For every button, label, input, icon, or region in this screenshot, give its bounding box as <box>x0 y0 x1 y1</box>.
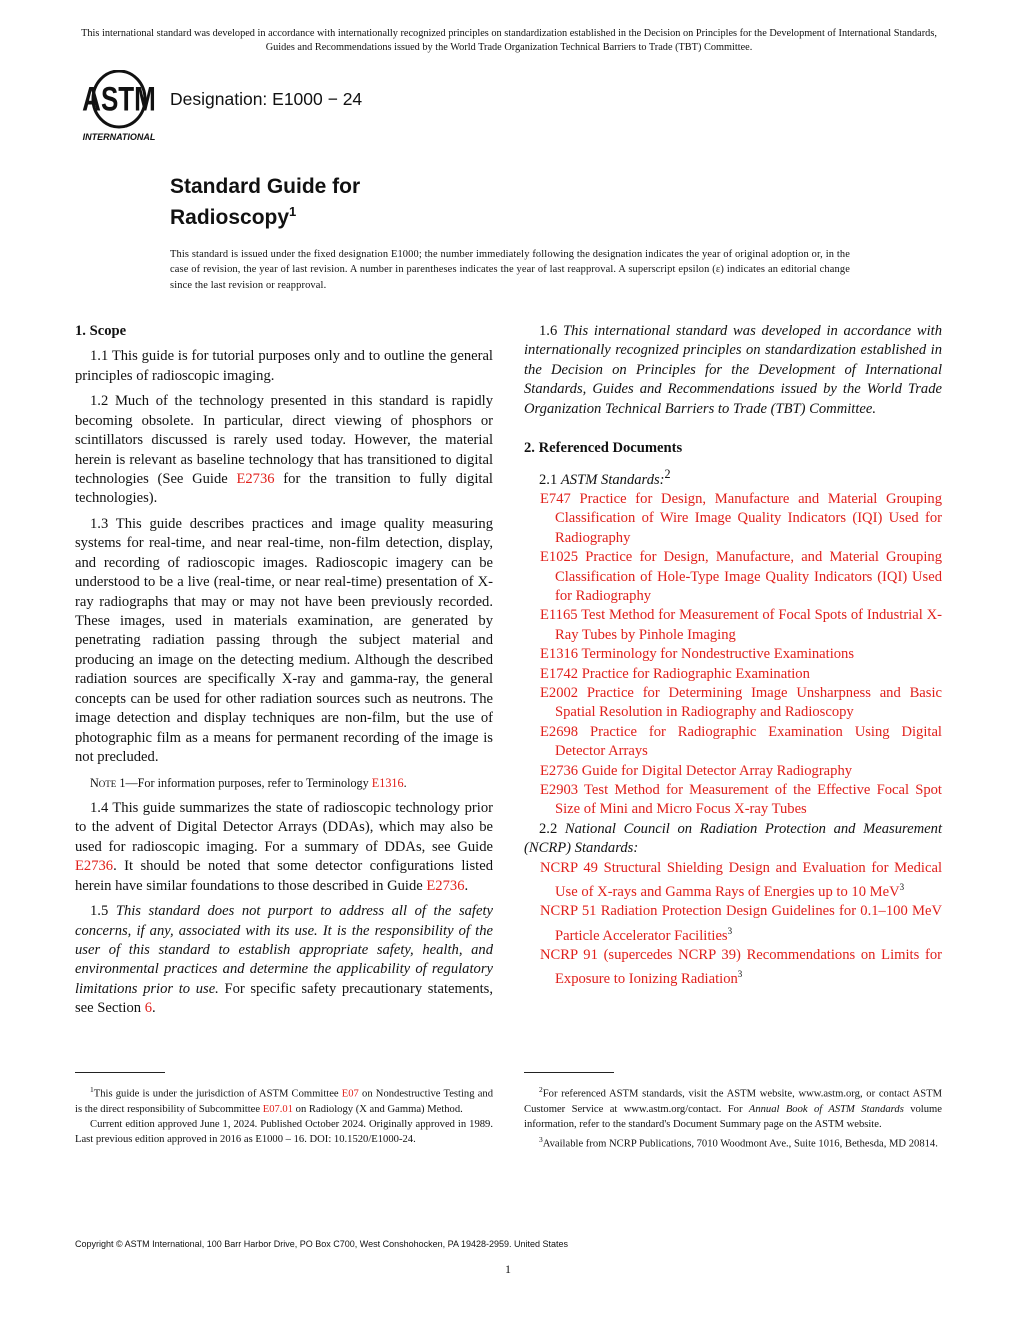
standard-link[interactable]: E07 <box>341 1088 359 1100</box>
subsection-heading <box>524 465 942 490</box>
astm-logo <box>78 70 160 142</box>
text-segment: E2903 Test Method for Measurement of the Effective Focal Spot Size of Mini and Micro Focus X-ray Tubes <box>540 781 942 818</box>
text-segment: ASTM Standards: <box>560 471 665 488</box>
text-segment: NCRP 49 Structural Shielding Design and Evaluation for Medical Use of X-rays and Gamma Rays of Energies up to 10 MeV <box>540 859 942 900</box>
page-number: 1 <box>505 1262 511 1276</box>
footnote <box>75 1082 493 1117</box>
text-segment: 1.2 Much of the technology presented in this standard is rapidly becoming obsolete. In particular, direct viewing of phosphors or scintillators discussed is rarely used today. However, the material herein is relevant as baseline technology that has transitioned to digital technologies (See Guide <box>75 393 493 488</box>
text-segment: E2698 Practice for Radiographic Examination Using Digital Detector Arrays <box>540 723 942 760</box>
footnote <box>524 1082 942 1132</box>
right-column <box>524 322 942 990</box>
subsection-heading <box>524 820 942 859</box>
text-segment: for the transition to fully digital technologies). <box>75 471 493 507</box>
text-segment: . <box>464 877 469 894</box>
footnote-ref: 3 <box>539 1134 543 1144</box>
svg-text:ASTM: ASTM <box>82 81 156 119</box>
standard-link[interactable]: E2736 <box>236 471 275 488</box>
footnote-ref: 3 <box>899 882 905 893</box>
footnote <box>75 1117 493 1147</box>
text-segment: E2002 Practice for Determining Image Unsharpness and Basic Spatial Resolution in Radiography and Radioscopy <box>540 684 942 721</box>
title-line-1: Standard Guide for <box>170 175 361 198</box>
reference-item[interactable] <box>524 859 942 903</box>
footnote-ref: 2 <box>664 466 671 481</box>
text-segment: on Radiology (X and Gamma) Method. <box>293 1103 463 1115</box>
paragraph <box>524 322 942 419</box>
text-segment: 1.5 <box>90 903 116 920</box>
issuance-statement: This standard is issued under the fixed designation E1000; the number immediately following the designation indicates the year of original adoption or, in the case of revision, the year of last revision. A number in parentheses indicates the year of last reapproval. A superscript epsilon (ε) indicates an editorial change since the last revision or reapproval. <box>170 249 850 291</box>
text-segment: 1.3 This guide describes practices and image quality measuring systems for real-time, and near real-time, non-film detection, display, and recording of radioscopic images. Radioscopic imagery can be understood to be a live (real-time, or near real-time) presentation of X-ray radiographs that may or may not have been previously recorded. These images, used in materials examination, are generated by penetrating radiation passing through the subject material and producing an image on the detecting medium. Although the described radiation sources are specifically X-ray and gamma-ray, the general concepts can be used for other radiation sources such as neutrons. The image detection and display techniques are non-film, but the use of photographic film as a means for permanent recording of the image is not precluded. <box>75 516 493 765</box>
footnote <box>524 1132 942 1152</box>
section-heading <box>75 322 493 341</box>
footnote-ref: 3 <box>737 969 743 980</box>
paragraph <box>75 347 493 386</box>
paragraph <box>75 902 493 1018</box>
text-segment: Available from NCRP Publications, 7010 Woodmont Ave., Suite 1016, Bethesda, MD 20814. <box>542 1138 938 1150</box>
svg-text:INTERNATIONAL: INTERNATIONAL <box>82 132 156 142</box>
title-footnote-ref: 1 <box>289 204 297 219</box>
text-segment: E1316 Terminology for Nondestructive Examinations <box>540 646 855 663</box>
standard-link[interactable]: E07.01 <box>262 1103 294 1115</box>
text-segment: . It should be noted that some detector configurations listed herein have similar foundations to those described in Guide <box>75 858 493 894</box>
text-segment: . <box>152 1000 156 1017</box>
footnote-ref: 1 <box>90 1085 94 1094</box>
text-segment: 1.1 This guide is for tutorial purposes only and to outline the general principles of radioscopic imaging. <box>75 348 493 384</box>
left-column <box>75 322 493 1025</box>
text-segment: E2736 Guide for Digital Detector Array Radiography <box>540 762 853 779</box>
standard-link[interactable]: 6 <box>144 1000 153 1017</box>
standard-link[interactable]: E2736 <box>75 858 114 875</box>
footnotes-right <box>524 1082 942 1151</box>
note <box>75 774 493 793</box>
paragraph <box>75 392 493 508</box>
reference-item[interactable] <box>524 946 942 990</box>
copyright: Copyright © ASTM International, 100 Barr Harbor Drive, PO Box C700, West Conshohocken, PA 19428-2959. United States <box>75 1239 569 1249</box>
reference-item[interactable] <box>524 762 942 781</box>
text-segment: NCRP 91 (supercedes NCRP 39) Recommendations on Limits for Exposure to Ionizing Radiation <box>540 946 942 988</box>
text-segment: National Council on Radiation Protection and Measurement (NCRP) Standards: <box>524 820 943 857</box>
text-segment: 2.2 <box>539 820 565 837</box>
reference-item[interactable] <box>524 684 942 723</box>
text-segment: E747 Practice for Design, Manufacture and Material Grouping Classification of Wire Image Quality Indicators (IQI) Used for Radiography <box>540 490 942 546</box>
text-segment: This guide is under the jurisdiction of ASTM Committee <box>93 1088 342 1100</box>
reference-item[interactable] <box>524 665 942 684</box>
text-segment: Current edition approved June 1, 2024. Published October 2024. Originally approved in 1989. Last previous edition approved in 2016 as E1000 – 16. DOI: 10.1520/E1000-24. <box>75 1118 493 1145</box>
standard-link[interactable]: E2736 <box>426 877 465 894</box>
text-segment: 1.4 This guide summarizes the state of radioscopic technology prior to the advent of Digital Detector Arrays (DDAs), which may also be used for radioscopic imaging. For a summary of DDAs, see Guide <box>75 799 493 855</box>
text-segment: —For information purposes, refer to Terminology <box>125 775 372 790</box>
designation: Designation: E1000 − 24 <box>170 89 363 109</box>
text-segment: 1. Scope <box>75 323 127 339</box>
section-heading <box>524 439 942 458</box>
reference-item[interactable] <box>524 902 942 946</box>
text-segment: 2.1 <box>539 471 561 488</box>
text-segment: volume information, refer to the standard's Document Summary page on the ASTM website. <box>524 1103 942 1130</box>
page-title <box>170 174 360 230</box>
reference-item[interactable] <box>524 490 942 548</box>
text-segment: Annual Book of ASTM Standards <box>748 1103 904 1115</box>
reference-item[interactable] <box>524 723 942 762</box>
text-segment: This standard does not purport to address all of the safety concerns, if any, associated with its use. It is the responsibility of the user of this standard to establish appropriate safety, health, and environmental practices and determine the applicability of regulatory limitations prior to use. <box>75 903 493 997</box>
text-segment: 1.6 <box>539 323 564 339</box>
reference-item[interactable] <box>524 645 942 664</box>
footnote-divider <box>75 1072 165 1073</box>
wto-notice: This international standard was developed in accordance with internationally recognized principles on standardization established in the Decision on Principles for the Development of International Standards, Guides and Recommendations issued by the World Trade Organization Technical Barriers to Trade (TBT) Committee. <box>81 28 937 53</box>
footnote-divider <box>524 1072 614 1073</box>
text-segment: 2. Referenced Documents <box>524 440 683 457</box>
text-segment: E1025 Practice for Design, Manufacture, and Material Grouping Classification of Hole-Type Image Quality Indicators (IQI) Used for Radiography <box>540 549 942 604</box>
footnote-ref: 2 <box>539 1085 543 1094</box>
footnote-ref: 3 <box>727 925 733 936</box>
text-segment: E1165 Test Method for Measurement of Focal Spots of Industrial X-Ray Tubes by Pinhole Imaging <box>540 607 942 643</box>
paragraph <box>75 799 493 896</box>
text-segment: NCRP 51 Radiation Protection Design Guidelines for 0.1–100 MeV Particle Accelerator Facilities <box>540 903 942 944</box>
reference-item[interactable] <box>524 781 942 820</box>
text-segment: For referenced ASTM standards, visit the ASTM website, www.astm.org, or contact ASTM Customer Service at www.astm.org/contact. For <box>524 1088 942 1115</box>
text-segment: For specific safety precautionary statements, see Section <box>75 980 494 1017</box>
title-line-2: Radioscopy <box>170 206 290 229</box>
text-segment: . <box>403 775 407 790</box>
reference-item[interactable] <box>524 548 942 606</box>
reference-item[interactable] <box>524 606 942 645</box>
text-segment: E1742 Practice for Radiographic Examination <box>540 665 810 682</box>
footnotes-left <box>75 1082 493 1147</box>
text-segment: on Nondestructive Testing and is the direct responsibility of Subcommittee <box>75 1088 493 1115</box>
text-segment: This international standard was developed in accordance with internationally recognized principles on standardization established in the Decision on Principles for the Development of International Standards, Guides and Recommendations issued by the World Trade Organization Technical Barriers to Trade (TBT) Committee. <box>524 323 943 417</box>
paragraph <box>75 515 493 767</box>
standard-link[interactable]: E1316 <box>371 775 404 790</box>
note-label: Note 1 <box>90 775 126 790</box>
spacer <box>524 425 942 439</box>
